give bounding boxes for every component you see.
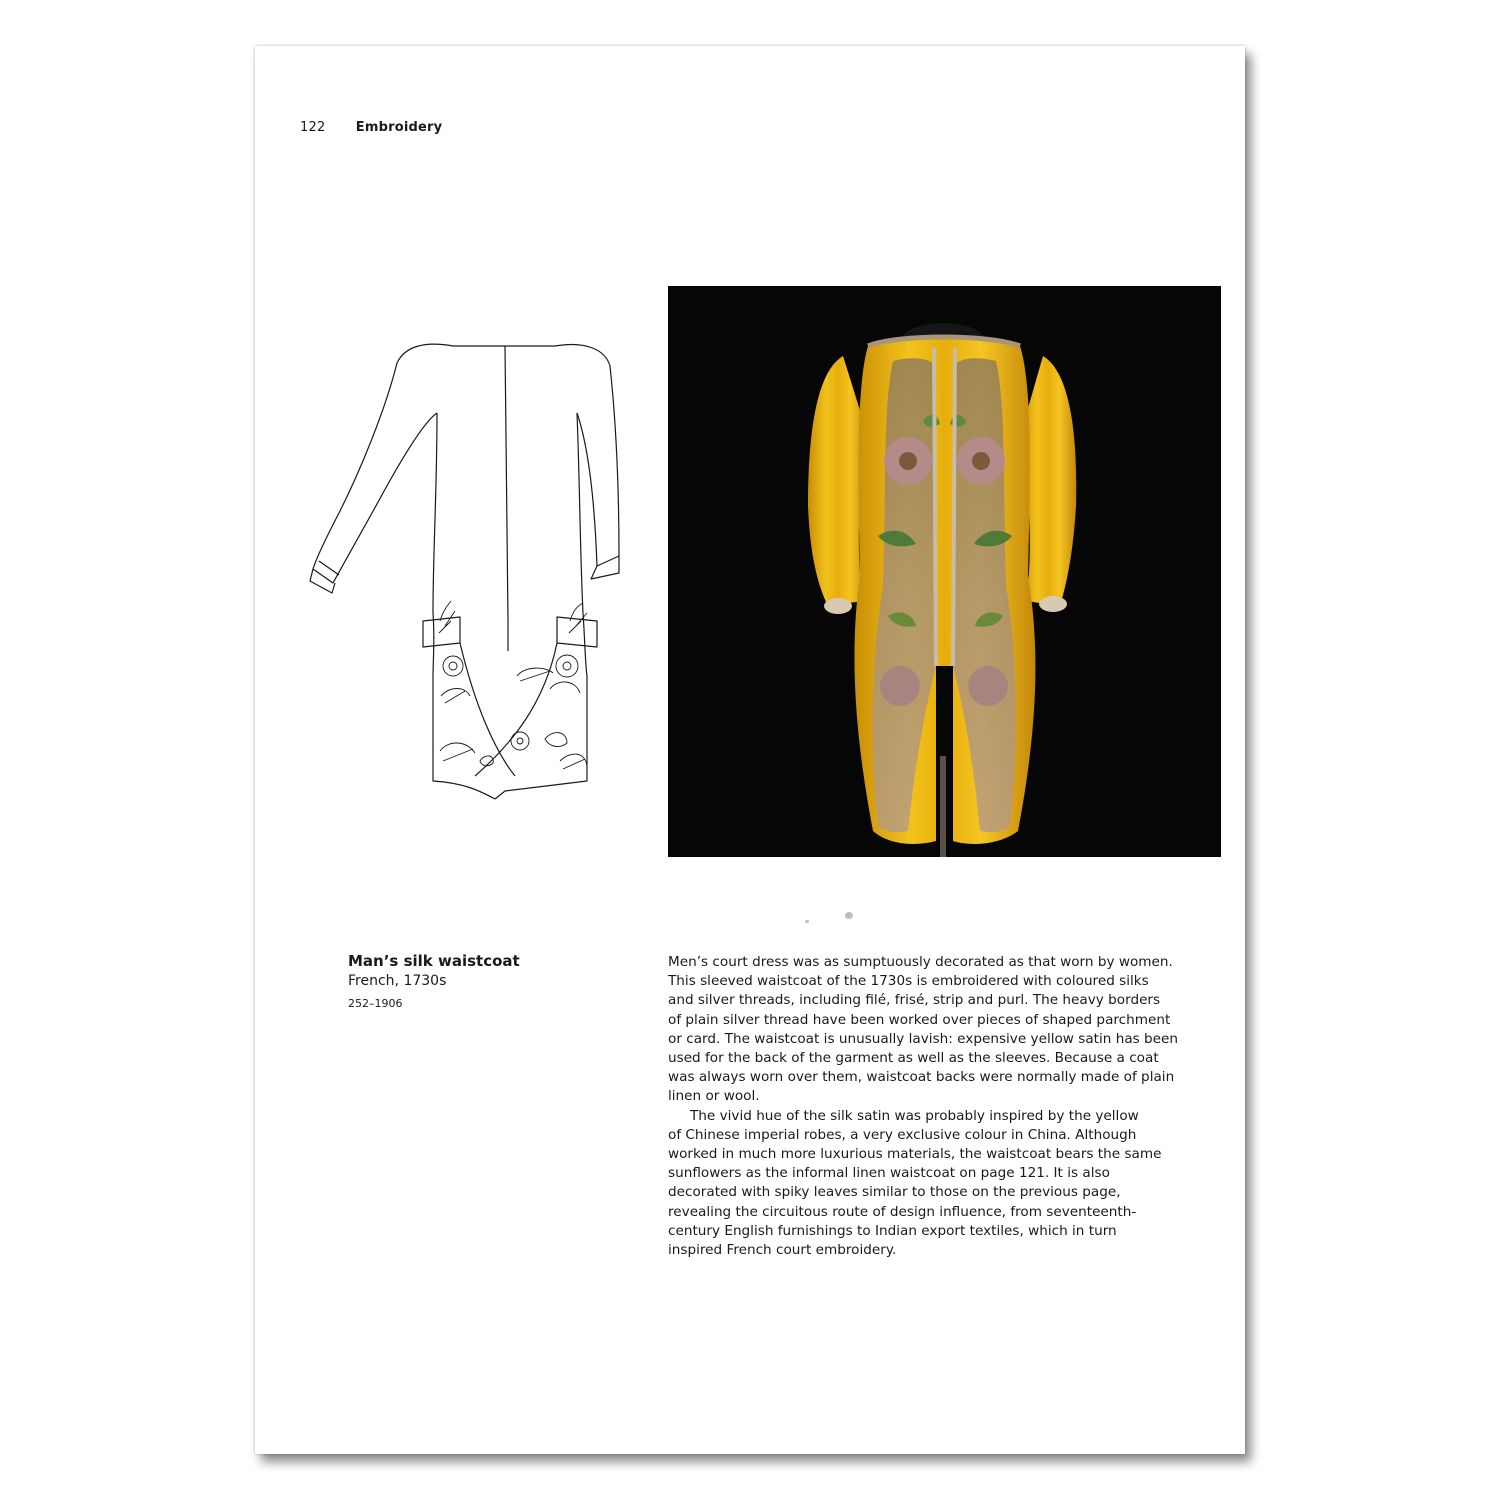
body-paragraph-1: Men’s court dress was as sumptuously decorated as that worn by women. This sleeved waistcoat of the 1730s is embroidered with coloured silks and silver threads, including filé, frisé, strip and purl. The heavy borders of plain silver thread have been worked over pieces of shaped parchment or card. The waistcoat is unusually lavish: expensive yellow satin has been used for the back of the garment as well as the sleeves. Because a coat was always worn over them, waistcoat backs were normally made of plain linen or wool. (668, 954, 1179, 1105)
speck (845, 912, 853, 919)
waistcoat-line-drawing (305, 321, 635, 821)
book-page (255, 46, 1245, 1454)
caption-title: Man’s silk waistcoat (348, 952, 520, 970)
running-head (300, 120, 442, 135)
caption-accession-number: 252–1906 (348, 997, 403, 1010)
speck (805, 920, 809, 923)
figure-caption (348, 951, 608, 1012)
section-title: Embroidery (355, 120, 443, 135)
page-number: 122 (300, 120, 326, 135)
waistcoat-photograph (668, 286, 1221, 857)
caption-origin: French, 1730s (348, 973, 447, 989)
body-paragraph-2: The vivid hue of the silk satin was probably inspired by the yellow of Chinese imperial robes, a very exclusive colour in China. Although worked in much more luxurious materials, the waistcoat bears the same sunflowers as the informal linen waistcoat on page 121. It is also decorated with spiky leaves similar to those on the previous page, revealing the circuitous route of design influence, from seventeenth- century English furnishings to Indian export textiles, which in turn inspired French court embroidery. (668, 1107, 1162, 1259)
body-text (668, 953, 1223, 1260)
